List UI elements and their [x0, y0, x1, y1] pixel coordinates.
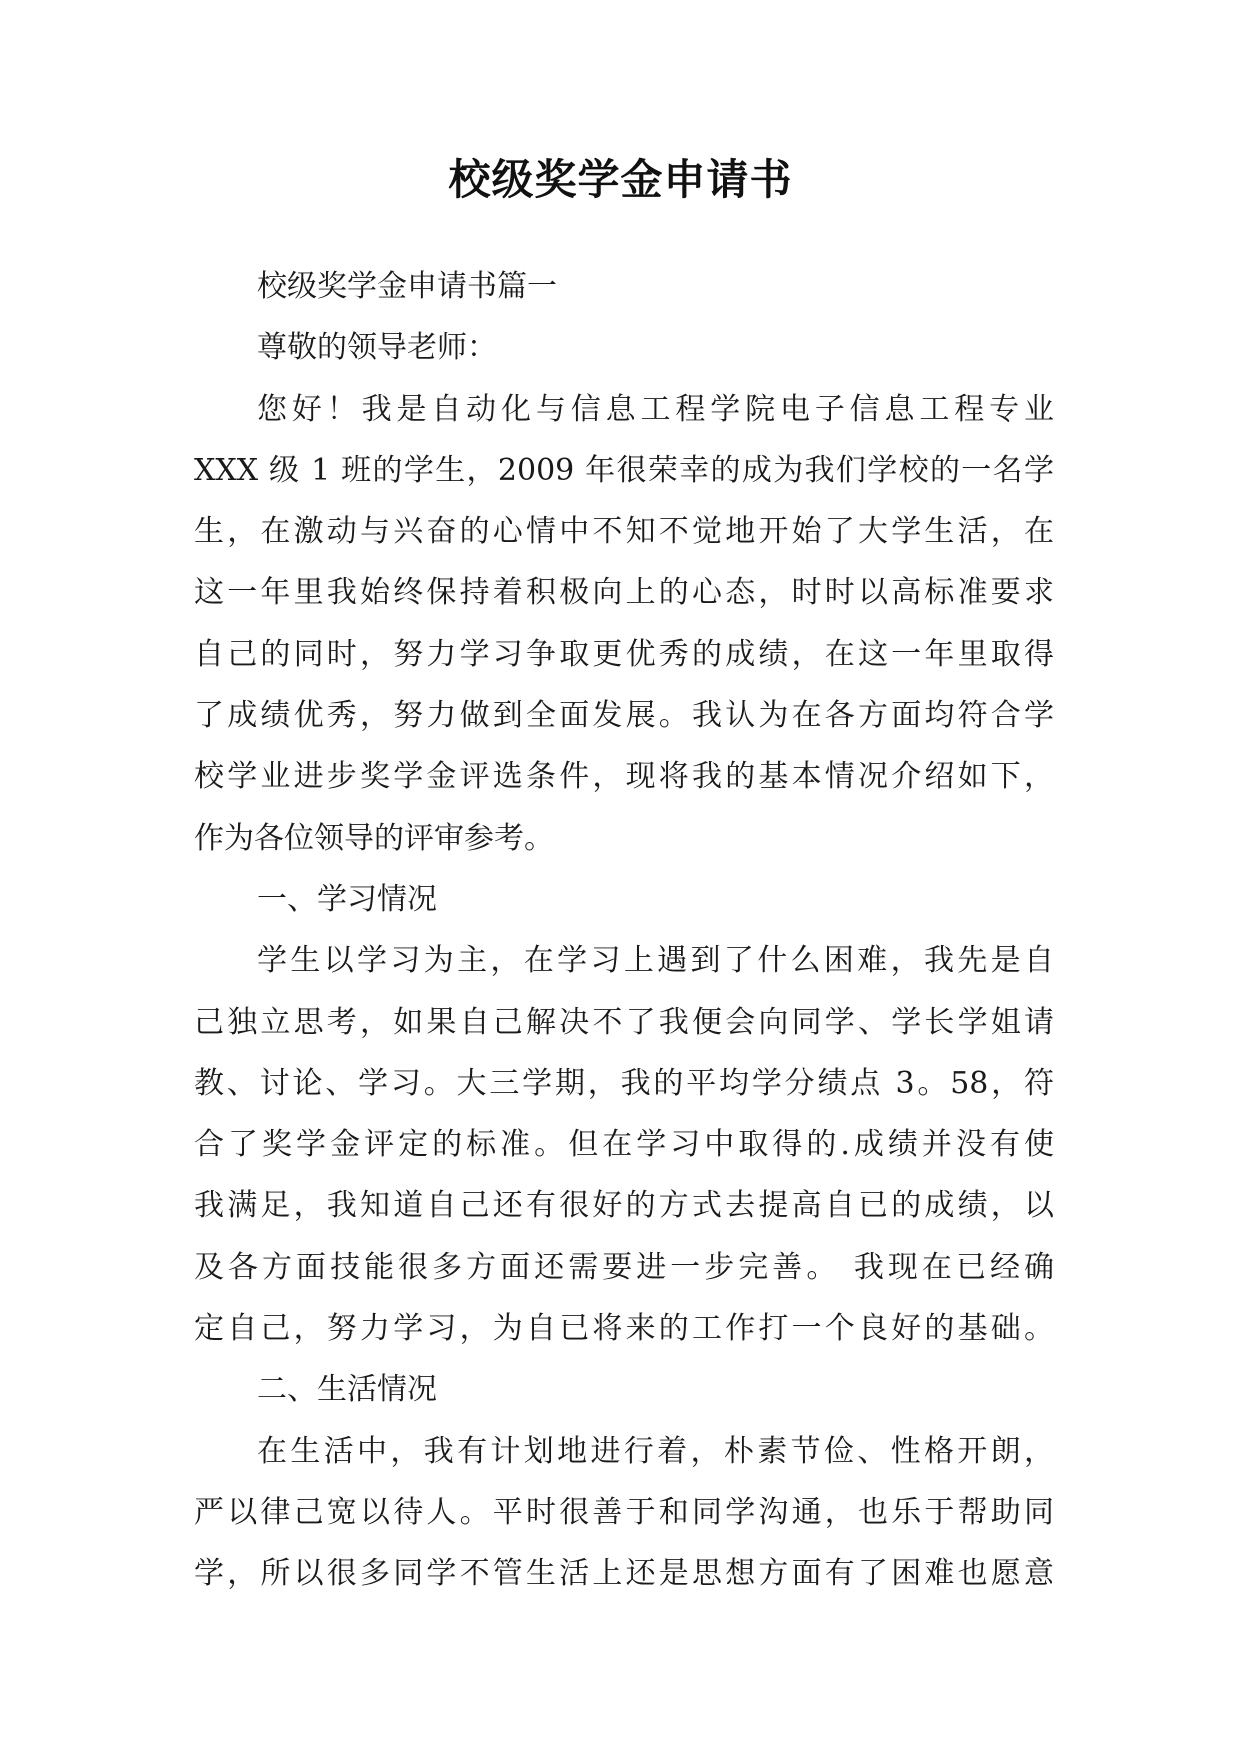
paragraph-line: 严以律己宽以待人。平时很善于和同学沟通，也乐于帮助同: [194, 1494, 1054, 1530]
paragraph-line: 了成绩优秀，努力做到全面发展。我认为在各方面均符合学: [194, 698, 1054, 734]
paragraph-line: 学生以学习为主，在学习上遇到了什么困难，我先是自: [257, 943, 1054, 979]
paragraph-line: 作为各位领导的评审参考。: [194, 820, 554, 856]
paragraph-line: XXX 级 1 班的学生，2009 年很荣幸的成为我们学校的一名学: [194, 452, 1054, 488]
document-body: [194, 256, 1054, 1605]
paragraph-line: 学，所以很多同学不管生活上还是思想方面有了困难也愿意: [194, 1556, 1054, 1592]
paragraph-line: 在生活中，我有计划地进行着，朴素节俭、性格开朗，: [257, 1433, 1054, 1469]
paragraph-line: 及各方面技能很多方面还需要进一步完善。 我现在已经确: [194, 1249, 1054, 1285]
paragraph-line: 定自己，努力学习，为自已将来的工作打一个良好的基础。: [194, 1311, 1054, 1347]
paragraph-line: 教、讨论、学习。大三学期，我的平均学分绩点 3。58，符: [194, 1065, 1054, 1101]
section-line: 一、学习情况: [257, 881, 437, 917]
paragraph-line: 我满足，我知道自己还有很好的方式去提高自已的成绩，以: [194, 1188, 1054, 1224]
section-line: 二、生活情况: [257, 1372, 437, 1408]
paragraph-line: 校学业进步奖学金评选条件，现将我的基本情况介绍如下，: [194, 759, 1054, 795]
section-line: 校级奖学金申请书篇一: [257, 269, 557, 304]
section-line: 尊敬的领导老师：: [257, 330, 497, 366]
paragraph-line: 这一年里我始终保持着积极向上的心态，时时以高标准要求: [194, 575, 1054, 611]
paragraph-line: 合了奖学金评定的标准。但在学习中取得的.成绩并没有使: [194, 1127, 1054, 1163]
paragraph-line: 己独立思考，如果自己解决不了我便会向同学、学长学姐请: [194, 1004, 1054, 1040]
paragraph-line: 自己的同时，努力学习争取更优秀的成绩，在这一年里取得: [194, 636, 1054, 672]
paragraph-line: 您好！我是自动化与信息工程学院电子信息工程专业: [257, 391, 1054, 427]
paragraph-line: 生，在激动与兴奋的心情中不知不觉地开始了大学生活，在: [194, 514, 1054, 550]
document-title: 校级奖学金申请书: [448, 155, 793, 204]
